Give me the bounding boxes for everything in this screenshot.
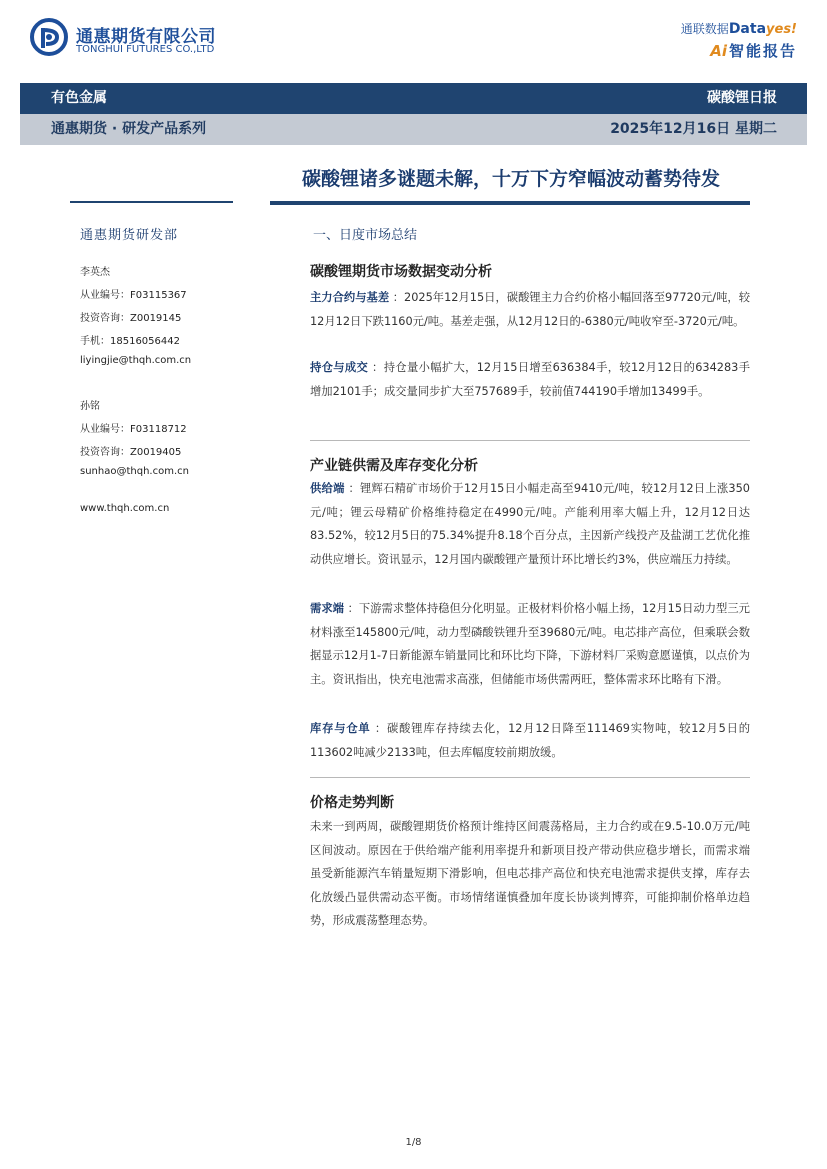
brand-ai: Ai bbox=[710, 42, 727, 60]
research-dept: 通惠期货研发部 bbox=[80, 228, 179, 243]
analyst-license: 从业编号：F03115367 bbox=[80, 290, 187, 301]
analyst-license: 从业编号：F03118712 bbox=[80, 424, 187, 435]
series-label: 通惠期货 · 研发产品系列 bbox=[51, 121, 207, 137]
paragraph: 未来一到两周，碳酸锂期货价格预计维持区间震荡格局，主力合约或在9.5-10.0万元/吨区间波动。原因在于供给端产能利用率提升和新项目投产带动供应稳步增长，而需求端虽受新能源汽车销量短期下滑影响，但电芯排产高位和快充电池需求提供支撑，库存去化放缓凸显供需动态平衡。市场情绪谨慎叠加年度长协谈判博弈，可能抑制价格单边趋势，形成震荡整理态势。 bbox=[310, 820, 750, 927]
brand-yes: yes! bbox=[766, 22, 797, 37]
analyst-advisory: 投资咨询：Z0019405 bbox=[80, 447, 182, 458]
brand-prefix: 通联数据 bbox=[680, 22, 729, 36]
category-label: 有色金属 bbox=[51, 90, 107, 106]
brand-data: Data bbox=[728, 21, 767, 37]
analyst-email[interactable]: liyingjie@thqh.com.cn bbox=[80, 355, 192, 366]
sidebar-divider bbox=[70, 201, 233, 203]
company-name-cn: 通惠期货有限公司 bbox=[76, 27, 216, 47]
paragraph bbox=[310, 356, 750, 403]
datayes-brand bbox=[681, 20, 797, 37]
paragraph-label: 供给端 bbox=[310, 482, 345, 495]
paragraph bbox=[310, 477, 750, 571]
paragraph bbox=[310, 717, 750, 764]
ai-report-brand bbox=[710, 40, 797, 61]
subsection-title: 碳酸锂期货市场数据变动分析 bbox=[310, 264, 492, 280]
title-divider bbox=[270, 201, 750, 205]
report-date: 2025年12月16日 星期二 bbox=[610, 121, 777, 137]
brand-report: 智能报告 bbox=[728, 42, 797, 60]
company-name-en: TONGHUI FUTURES CO.,LTD bbox=[76, 44, 215, 55]
analyst-name: 李英杰 bbox=[80, 267, 110, 278]
subsection-title: 产业链供需及库存变化分析 bbox=[310, 458, 478, 474]
report-type-label: 碳酸锂日报 bbox=[707, 90, 777, 106]
section-divider bbox=[310, 440, 750, 441]
section-heading: 一、日度市场总结 bbox=[313, 228, 418, 243]
paragraph-text: ：下游需求整体持稳但分化明显。正极材料价格小幅上扬，12月15日动力型三元材料涨至145800元/吨，动力型磷酸铁锂升至39680元/吨。电芯排产高位，但乘联会数据显示12月1-7日新能源车销量同比和环比均下降，下游材料厂采购意愿谨慎，以点价为主。资讯指出，快充电池需求高涨，但储能市场供需两旺，整体需求环比略有下滑。 bbox=[310, 602, 750, 686]
tonghui-logo-icon bbox=[30, 18, 68, 56]
paragraph-text: ：锂辉石精矿市场价于12月15日小幅走高至9410元/吨，较12月12日上涨350元/吨；锂云母精矿价格维持稳定在4990元/吨。产能利用率大幅上升，12月12日达83.52%，较12月5日的75.34%提升8.18个百分点，主因新产线投产及盐湖工艺优化推动供应增长。资讯显示，12月国内碳酸锂产量预计环比增长约3%，供应端压力持续。 bbox=[310, 482, 750, 566]
section-divider bbox=[310, 777, 750, 778]
website-link[interactable]: www.thqh.com.cn bbox=[80, 503, 170, 514]
paragraph-label: 主力合约与基差 bbox=[310, 291, 390, 304]
paragraph-label: 库存与仓单 bbox=[310, 722, 371, 735]
paragraph-text: ：碳酸锂库存持续去化，12月12日降至111469实物吨，较12月5日的113602吨减少2133吨，但去库幅度较前期放缓。 bbox=[310, 722, 750, 759]
paragraph-text: ：2025年12月15日，碳酸锂主力合约价格小幅回落至97720元/吨，较12月12日下跌1160元/吨。基差走强，从12月12日的-6380元/吨收窄至-3720元/吨。 bbox=[310, 291, 750, 328]
paragraph-text: ：持仓量小幅扩大，12月15日增至636384手，较12月12日的634283手增加2101手；成交量同步扩大至757689手，较前值744190手增加13499手。 bbox=[310, 361, 750, 398]
analyst-advisory: 投资咨询：Z0019145 bbox=[80, 313, 182, 324]
paragraph-label: 需求端 bbox=[310, 602, 344, 615]
paragraph bbox=[310, 286, 750, 333]
paragraph bbox=[310, 597, 750, 691]
page-number: 1/8 bbox=[405, 1137, 422, 1148]
paragraph-label: 持仓与成交 bbox=[310, 361, 369, 374]
subsection-title: 价格走势判断 bbox=[310, 795, 394, 811]
analyst-phone: 手机：18516056442 bbox=[80, 336, 180, 347]
analyst-email[interactable]: sunhao@thqh.com.cn bbox=[80, 466, 189, 477]
category-band bbox=[20, 83, 807, 114]
series-band bbox=[20, 114, 807, 145]
analyst-name: 孙铭 bbox=[80, 401, 100, 412]
report-title: 碳酸锂诸多谜题未解，十万下方窄幅波动蓄势待发 bbox=[301, 168, 720, 190]
